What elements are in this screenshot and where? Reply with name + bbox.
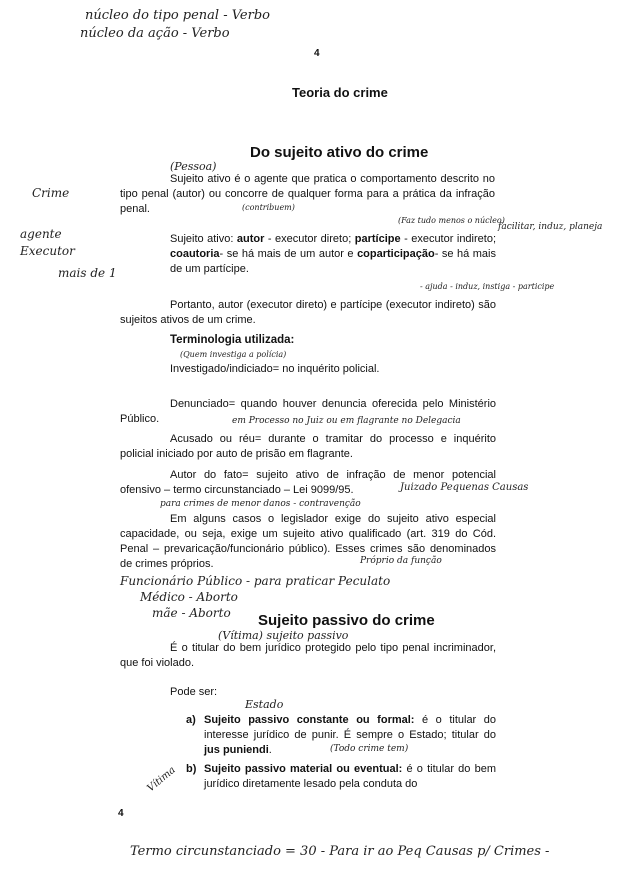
handwritten-bottom-note: Termo circunstanciado = 30 - Para ir ao Peq Causas p/ Crimes - bbox=[130, 844, 550, 859]
handwritten-medico: Médico - Aborto bbox=[140, 590, 238, 604]
term-denunciado: Denunciado= quando houver denuncia oferecida pelo Ministério Público. bbox=[120, 398, 496, 425]
term-autor: autor bbox=[236, 233, 265, 245]
handwritten-proprio: Próprio da função bbox=[360, 556, 442, 566]
margin-note-executor: Executor bbox=[20, 244, 75, 258]
autor-description: - executor direto; bbox=[264, 233, 355, 245]
handwritten-contribuem: (contribuem) bbox=[242, 203, 295, 212]
item-a-description: é o titular do interesse jurídico de punir. É sempre o Estado; titular do bbox=[204, 714, 496, 741]
pode-ser-label: Pode ser: bbox=[170, 686, 218, 698]
handwritten-funcionario: Funcionário Público - para praticar Peculato bbox=[120, 574, 391, 588]
handwritten-juizado: Juizado Pequenas Causas bbox=[400, 482, 529, 493]
term-coparticipacao: coparticipação bbox=[357, 248, 435, 260]
paragraph-sujeito-passivo: É o titular do bem jurídico protegido pelo tipo penal incriminador, que foi violado. bbox=[120, 642, 496, 669]
term-autor-do-fato: Autor do fato= sujeito ativo de infração de menor potencial ofensivo – termo circunstanciado – Lei 9099/95. bbox=[120, 469, 496, 496]
paragraph-crimes-proprios: Em alguns casos o legislador exige do sujeito ativo especial capacidade, ou seja, exige um sujeito ativo qualificado (art. 319 do Cód. Penal – prevaricação/funcionário público). Esses crimes são denominados de crimes próprios. bbox=[120, 513, 496, 570]
term-investigado: Investigado/indiciado= no inquérito policial. bbox=[170, 363, 380, 375]
handwritten-menor-danos: para crimes de menor danos - contravenção bbox=[160, 499, 361, 509]
handwritten-pessoa: (Pessoa) bbox=[170, 160, 217, 173]
section-heading-sujeito-passivo: Sujeito passivo do crime bbox=[258, 612, 435, 629]
item-b-title: Sujeito passivo material ou eventual: bbox=[204, 763, 403, 775]
paragraph-portanto: Portanto, autor (executor direto) e partícipe (executor indireto) são sujeitos ativos de um crime. bbox=[120, 299, 496, 326]
handwritten-quem-investiga: (Quem investiga a polícia) bbox=[180, 350, 287, 359]
coparticipacao-description: - se há mais de um partícipe. bbox=[170, 248, 496, 275]
margin-note-crime: Crime bbox=[32, 186, 70, 200]
page-title: Teoria do crime bbox=[292, 85, 388, 100]
term-jus-puniendi: jus puniendi bbox=[204, 744, 269, 756]
page-number-bottom: 4 bbox=[118, 808, 124, 819]
item-a-end: . bbox=[268, 744, 272, 756]
term-participe: partícipe bbox=[354, 233, 401, 245]
term-coautoria: coautoria bbox=[170, 248, 220, 260]
section-heading-sujeito-ativo: Do sujeito ativo do crime bbox=[250, 144, 429, 161]
item-b-text bbox=[204, 762, 496, 792]
handwritten-ajuda-note: - ajuda - induz, instiga - participe bbox=[420, 282, 555, 291]
terminologia-heading: Terminologia utilizada: bbox=[170, 334, 295, 346]
handwritten-mae: mãe - Aborto bbox=[152, 606, 231, 620]
item-b-label: b) bbox=[186, 763, 197, 775]
item-a-title: Sujeito passivo constante ou formal: bbox=[204, 714, 415, 726]
coautoria-description: - se há mais de um autor e bbox=[219, 248, 358, 260]
handwritten-vitima: (Vítima) sujeito passivo bbox=[218, 629, 349, 642]
participe-description: - executor indireto; bbox=[400, 233, 497, 245]
handwritten-processo-note: em Processo no Juiz ou em flagrante no Delegacia bbox=[232, 416, 461, 426]
handwritten-todo-crime: (Todo crime tem) bbox=[330, 744, 409, 754]
paragraph-sujeito-ativo-tipos bbox=[170, 232, 496, 277]
handwritten-facilitar: facilitar, induz, planeja bbox=[498, 222, 603, 232]
margin-note-mais-de-1: mais de 1 bbox=[58, 266, 117, 280]
margin-note-agente: agente bbox=[20, 227, 62, 241]
handwritten-note-top-2: núcleo da ação - Verbo bbox=[80, 26, 230, 41]
sujeito-ativo-lead: Sujeito ativo: bbox=[170, 233, 237, 245]
handwritten-estado: Estado bbox=[245, 698, 284, 711]
paragraph-sujeito-ativo: Sujeito ativo é o agente que pratica o comportamento descrito no tipo penal (autor) ou concorre de qualquer forma para a prática da infração penal. bbox=[120, 173, 495, 215]
item-a-label: a) bbox=[186, 714, 196, 726]
margin-note-vitima: Vítima bbox=[145, 764, 178, 795]
page-number-top: 4 bbox=[314, 48, 320, 59]
term-acusado: Acusado ou réu= durante o tramitar do processo e inquérito policial iniciado por auto de prisão em flagrante. bbox=[120, 433, 496, 460]
handwritten-nucleo-note: (Faz tudo menos o núcleo) bbox=[398, 216, 505, 225]
handwritten-note-top-1: núcleo do tipo penal - Verbo bbox=[85, 8, 270, 23]
item-b-description: é o titular do bem jurídico diretamente lesado pela conduta do bbox=[204, 763, 496, 790]
